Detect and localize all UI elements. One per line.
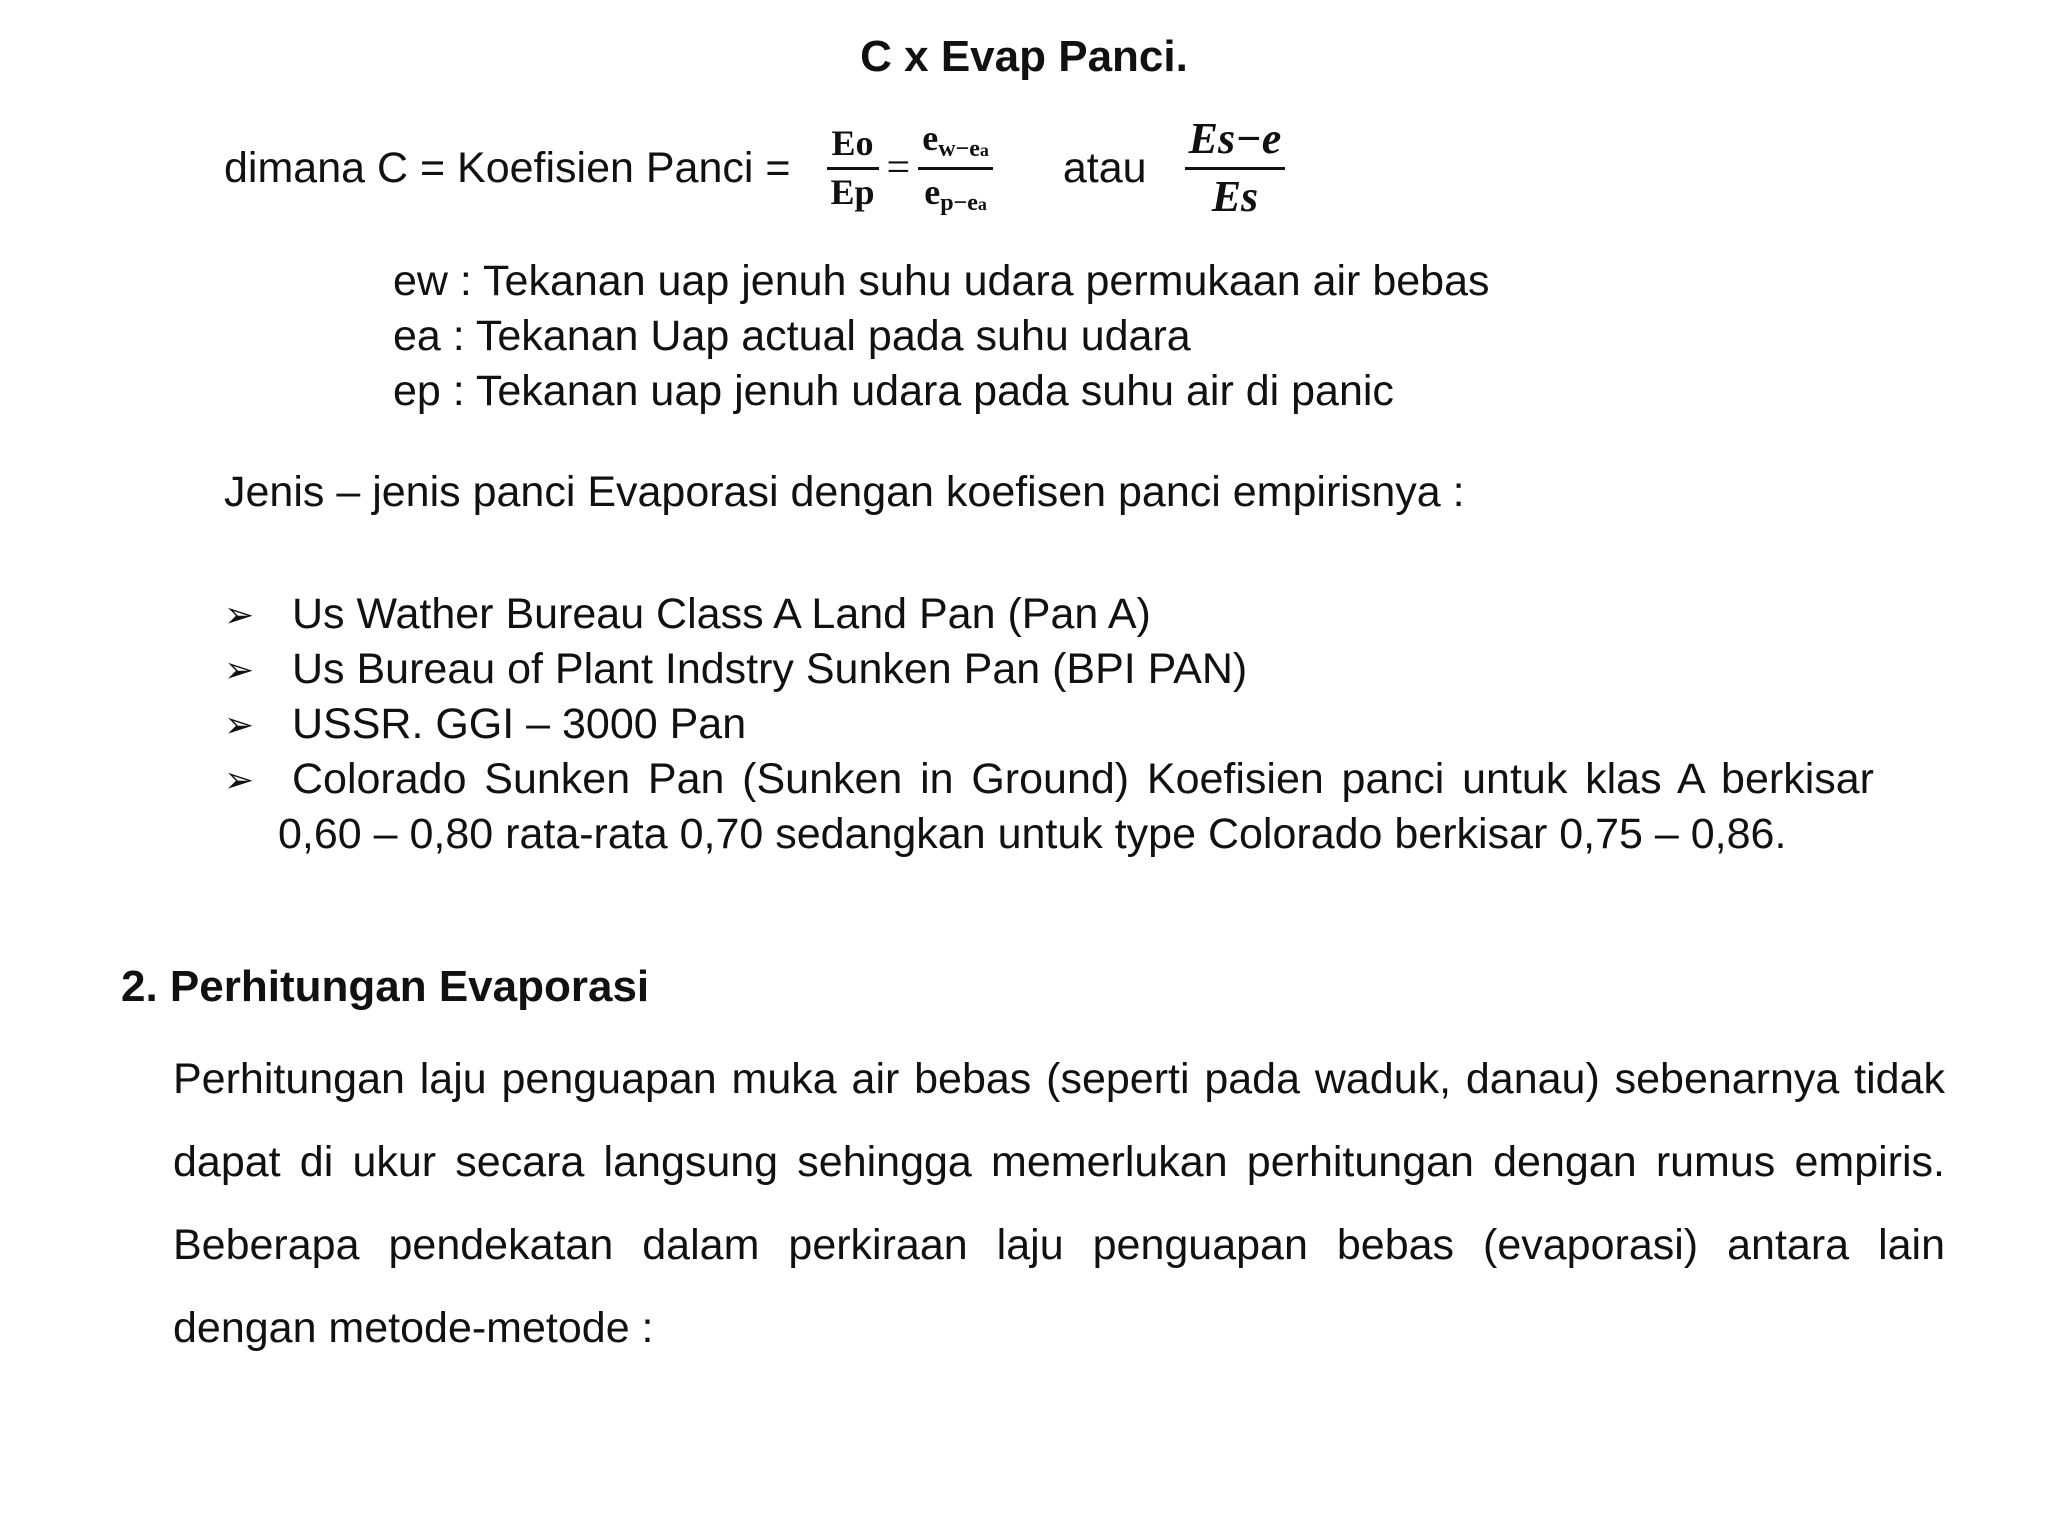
section-heading: 2. Perhitungan Evaporasi [121,962,650,1011]
list-item: ➢ Us Bureau of Plant Indstry Sunken Pan (BPI PAN) [224,642,1874,697]
arrow-bullet-icon: ➢ [224,649,255,690]
fraction-eo-ep [827,122,879,212]
arrow-bullet-icon: ➢ [224,594,255,635]
coefficient-formula [224,112,1285,224]
fraction-vapor-pressure [918,120,993,215]
fraction-numerator: $e_{w-ea}$ [922,118,989,163]
paragraph-text: Perhitungan laju penguapan muka air bebas (seperti pada waduk, danau) sebenarnya tidak dapat di ukur secara langsung sehingga memerlukan perhitungan dengan rumus empiris. Beberapa pendekatan dalam perkiraan laju penguapan bebas (evaporasi) antara lain dengan metode-metode : [173,1055,1945,1352]
definition-ew: ew : Tekanan uap jenuh suhu udara permukaan air bebas [393,257,1490,305]
variable-definitions [393,254,1489,419]
body-paragraph [173,1038,1945,1370]
fraction-denominator: Ep [830,171,875,212]
fraction-numerator: Eo [831,122,874,163]
fraction-numerator: Es−e [1188,114,1282,164]
definition-ea: ea : Tekanan Uap actual pada suhu udara [393,312,1191,360]
page-title: C x Evap Panci. [860,32,1188,81]
formula-prefix: dimana C = Koefisien Panci = [224,143,791,192]
or-word: atau [1062,143,1147,192]
equals-sign: = [886,145,911,191]
fraction-denominator: Es [1211,171,1259,221]
arrow-bullet-icon: ➢ [224,704,255,745]
list-item: ➢ Colorado Sunken Pan (Sunken in Ground) Koefisien panci untuk klas A berkisar 0,60 – 0,80 rata-rata 0,70 sedangkan untuk type Colorado berkisar 0,75 – 0,86. [224,752,1874,862]
list-item: ➢ Us Wather Bureau Class A Land Pan (Pan A) [224,587,1874,642]
fraction-es [1185,116,1286,219]
list-item: ➢ USSR. GGI – 3000 Pan [224,697,1874,752]
pan-types-list [224,587,1874,862]
arrow-bullet-icon: ➢ [224,759,255,800]
pan-types-intro: Jenis – jenis panci Evaporasi dengan koefisen panci empirisnya : [224,468,1465,516]
fraction-denominator: $e_{p-ea}$ [924,171,987,216]
definition-ep: ep : Tekanan uap jenuh udara pada suhu air di panic [393,367,1394,415]
